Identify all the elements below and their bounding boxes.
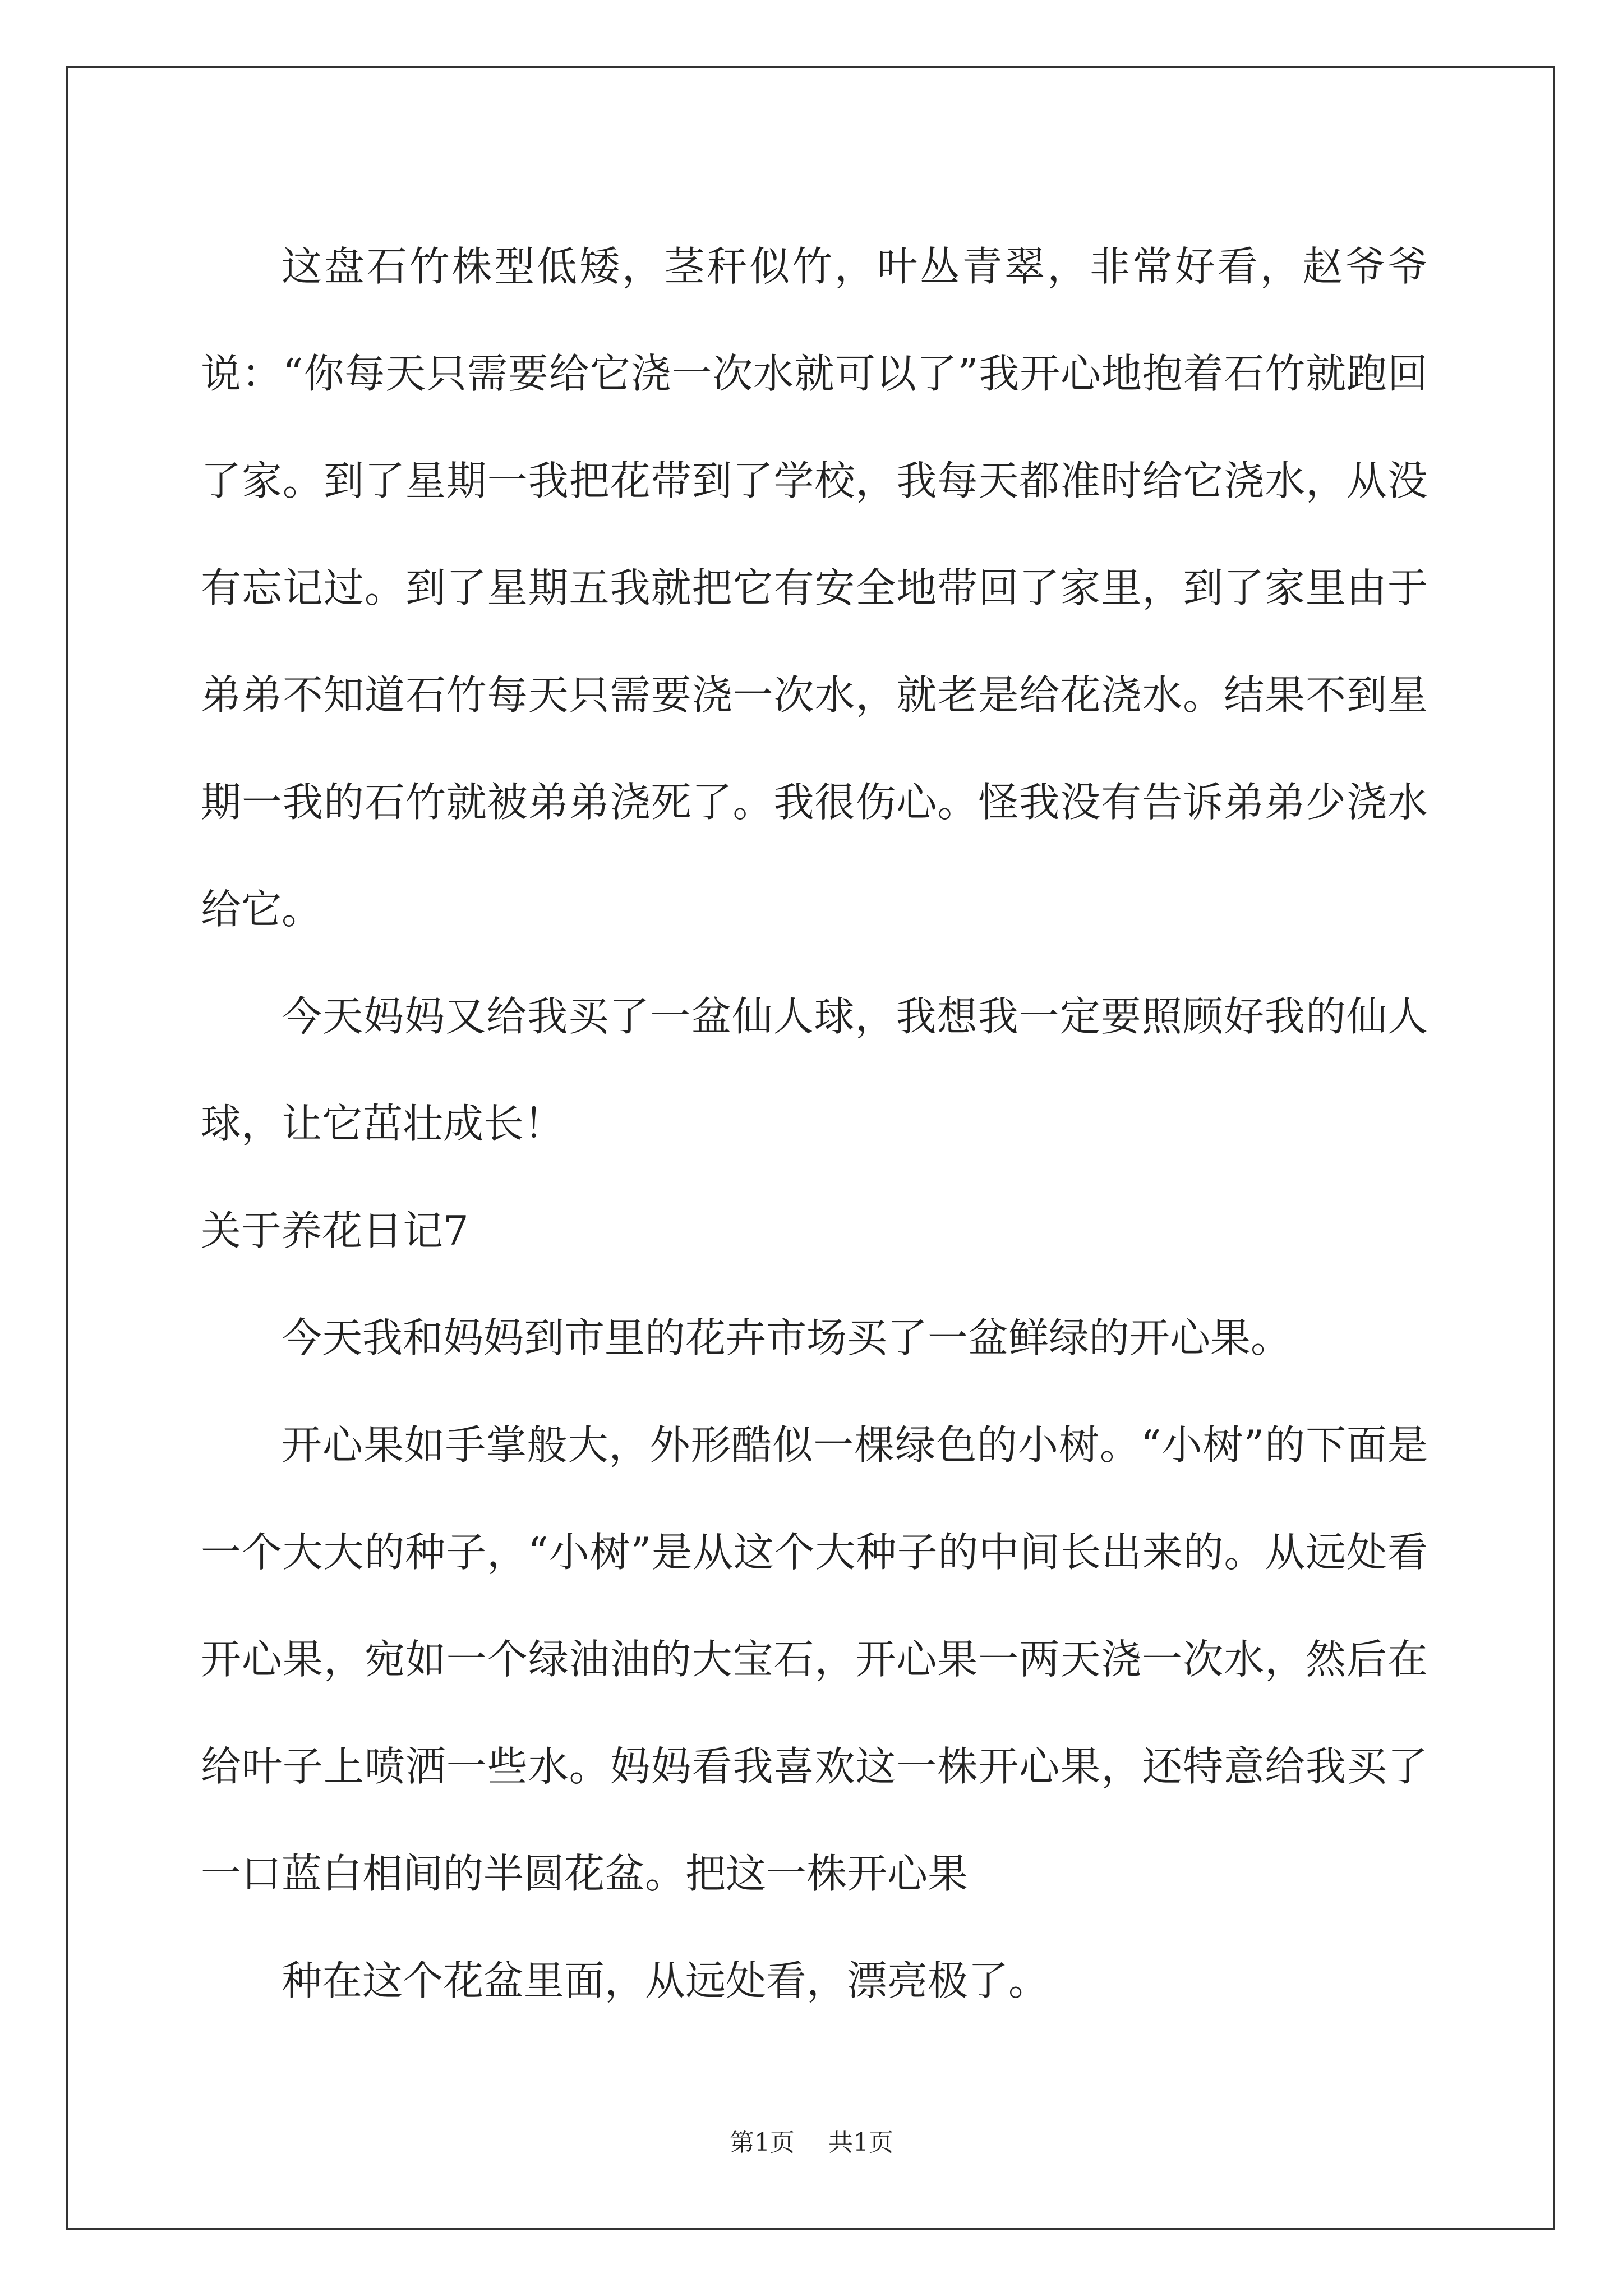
paragraph-market: 今天我和妈妈到市里的花卉市场买了一盆鲜绿的开心果。 (282, 1314, 1292, 1361)
paragraph-cactus: 今天妈妈又给我买了一盆仙人球，我想我一定要照顾好我的仙人球，让它茁壮成长！ (201, 993, 1428, 1147)
page-number: 第1页 (730, 2128, 795, 2157)
page-footer (0, 2126, 1623, 2160)
paragraph-pot: 种在这个花盆里面，从远处看，漂亮极了。 (282, 1957, 1049, 2004)
section-heading: 关于养花日记7 (201, 1207, 469, 1254)
paragraph-pistachio: 开心果如手掌般大，外形酷似一棵绿色的小树。“小树”的下面是一个大大的种子，“小树”是从这个大种子的中间长出来的。从远处看开心果，宛如一个绿油油的大宝石，开心果一两天浇一次水，然后在给叶子上喷洒一些水。妈妈看我喜欢这一株开心果，还特意给我买了一口蓝白相间的半圆花盆。把这一株开心果 (201, 1421, 1428, 1897)
document-body (201, 213, 1428, 2035)
paragraph-shizhu: 这盘石竹株型低矮，茎秆似竹，叶丛青翠，非常好看，赵爷爷说：“你每天只需要给它浇一次水就可以了”我开心地抱着石竹就跑回了家。到了星期一我把花带到了学校，我每天都准时给它浇水，从没有忘记过。到了星期五我就把它有安全地带回了家里，到了家里由于弟弟不知道石竹每天只需要浇一次水，就老是给花浇水。结果不到星期一我的石竹就被弟弟浇死了。我很伤心。怪我没有告诉弟弟少浇水给它。 (201, 243, 1428, 933)
page-total: 共1页 (828, 2128, 893, 2157)
